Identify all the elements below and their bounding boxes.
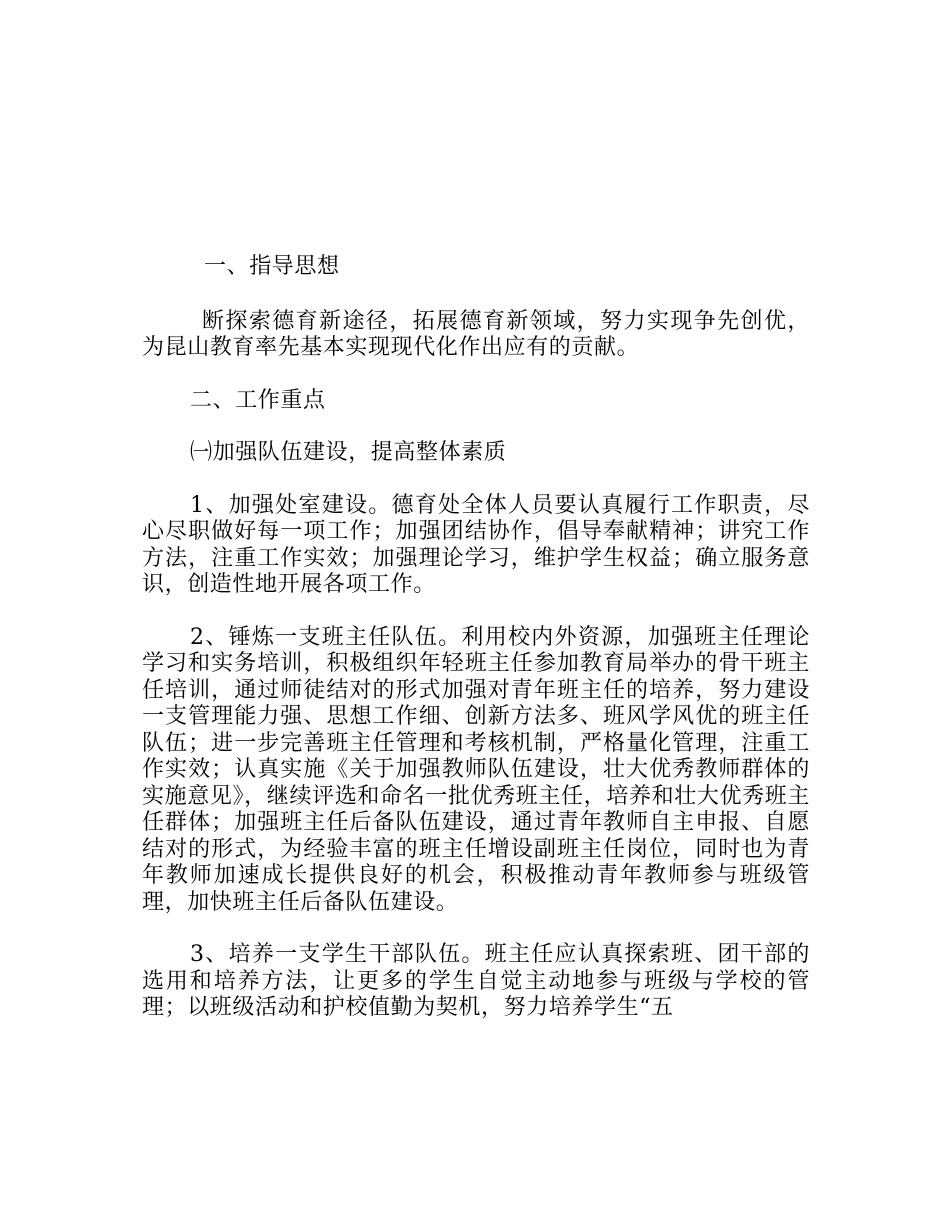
paragraph-head-teacher-team: 2、锤炼一支班主任队伍。利用校内外资源，加强班主任理论学习和实务培训，积极组织年轻班主任参加教育局举办的骨干班主任培训，通过师徒结对的形式加强对青年班主任的培养，努力建设一支管理能力强、思想工作细、创新方法多、班风学风优的班主任队伍；进一步完善班主任管理和考核机制，严格量化管理，注重工作实效；认真实施《关于加强教师队伍建设，壮大优秀教师群体的实施意见》，继续评选和命名一批优秀班主任，培养和壮大优秀班主任群体；加强班主任后备队伍建设，通过青年教师自主申报、自愿结对的形式，为经验丰富的班主任增设副班主任岗位，同时也为青年教师加速成长提供良好的机会，积极推动青年教师参与班级管理，加快班主任后备队伍建设。: [142, 624, 810, 915]
section-heading-work-focus: 二、工作重点: [190, 387, 326, 413]
paragraph-student-cadre-team: 3、培养一支学生干部队伍。班主任应认真探索班、团干部的选用和培养方法，让更多的学生自觉主动地参与班级与学校的管理；以班级活动和护校值勤为契机，努力培养学生“五: [142, 942, 810, 1020]
paragraph-office-building: 1、加强处室建设。德育处全体人员要认真履行工作职责，尽心尽职做好每一项工作；加强团结协作，倡导奉献精神；讲究工作方法，注重工作实效；加强理论学习，维护学生权益；确立服务意识，创造性地开展各项工作。: [142, 492, 810, 597]
subsection-heading-team-building: ㈠加强队伍建设，提高整体素质: [190, 440, 507, 465]
document-body: [142, 254, 810, 1048]
paragraph-guiding-ideology: 断探索德育新途径，拓展德育新领域，努力实现争先创优，为昆山教育率先基本实现现代化作出应有的贡献。: [142, 308, 810, 360]
section-heading-guiding-ideology: 一、指导思想: [204, 254, 340, 279]
